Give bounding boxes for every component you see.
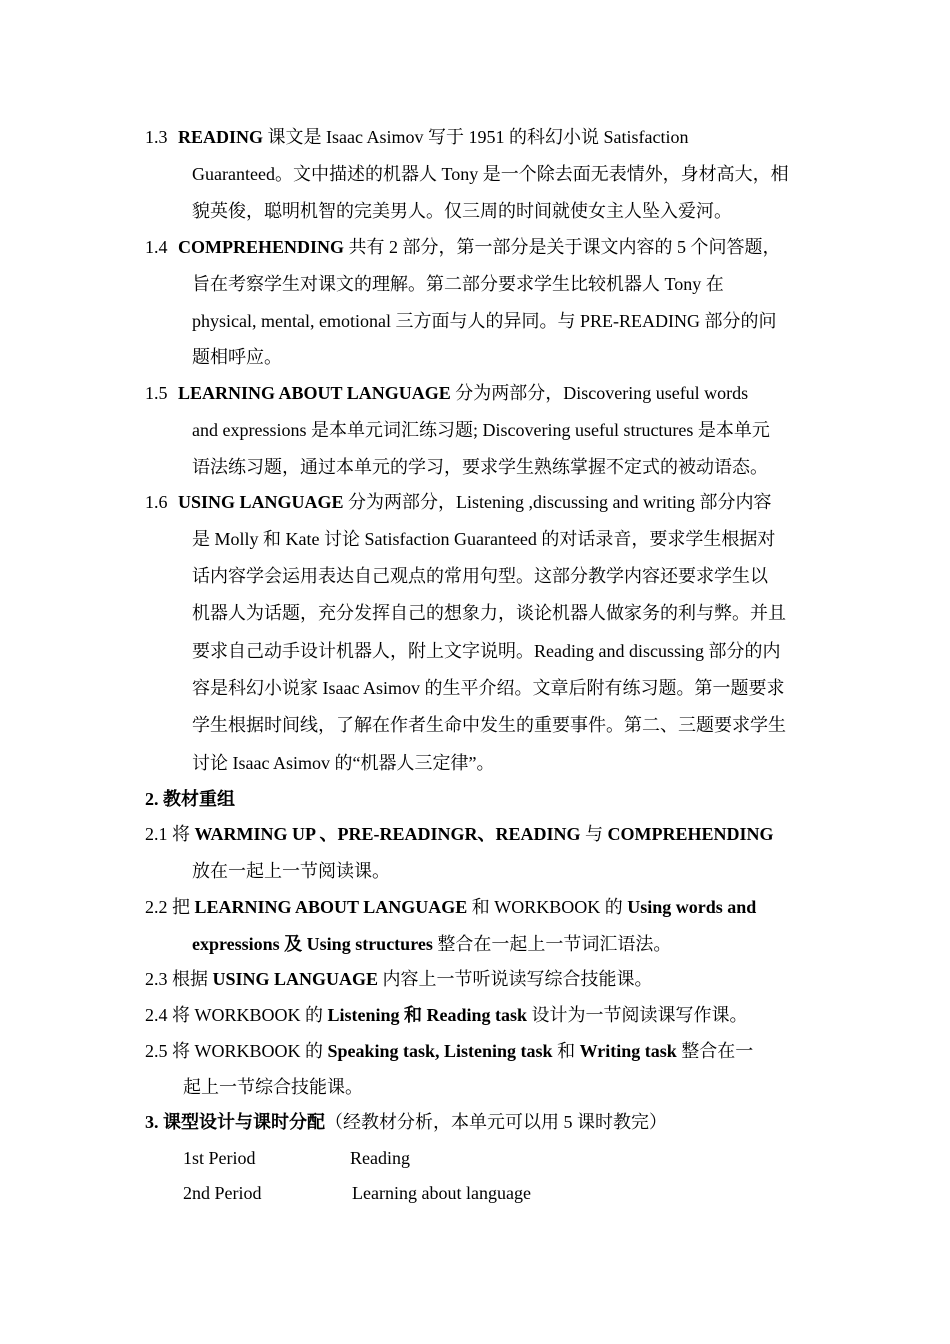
- section-1-6-line-8: 讨论 Isaac Asimov 的“机器人三定律”。: [192, 753, 495, 773]
- section-number: 1.3: [145, 127, 168, 147]
- section-1-5-line-1: [145, 381, 748, 405]
- section-text: 整合在一: [676, 1041, 754, 1061]
- section-bold: expressions 及 Using structures: [192, 934, 433, 954]
- section-1-4-line-2: 旨在考察学生对课文的理解。第二部分要求学生比较机器人 Tony 在: [192, 274, 724, 294]
- section-text: 将 WORKBOOK 的: [167, 1005, 328, 1025]
- heading-note: （经教材分析，本单元可以用 5 课时教完）: [325, 1112, 667, 1132]
- section-1-6-line-6: 容是科幻小说家 Isaac Asimov 的生平介绍。文章后附有练习题。第一题要求: [192, 678, 785, 698]
- section-1-6-line-5: 要求自己动手设计机器人，附上文字说明。Reading and discussing 部分的内: [192, 641, 781, 661]
- section-text: 根据: [167, 969, 213, 989]
- section-text: 分为两部分，Listening ,discussing and writing 部分内容: [343, 492, 772, 512]
- section-title: LEARNING ABOUT LANGUAGE: [178, 383, 451, 403]
- section-number: 2.5: [145, 1041, 168, 1061]
- section-1-6-line-1: [145, 490, 772, 514]
- period-content: Learning about language: [352, 1183, 531, 1203]
- section-text: 整合在一起上一节词汇语法。: [432, 934, 672, 954]
- section-2-1-line-2: 放在一起上一节阅读课。: [192, 861, 390, 881]
- section-1-5-line-3: 语法练习题，通过本单元的学习，要求学生熟练掌握不定式的被动语态。: [192, 457, 768, 477]
- section-2-2-line-1: [145, 895, 756, 919]
- period-label: 1st Period: [183, 1148, 256, 1168]
- section-2-4-line-1: [145, 1003, 748, 1027]
- section-text: 分为两部分，Discovering useful words: [450, 383, 749, 403]
- section-text: 和: [552, 1041, 580, 1061]
- section-text: 将: [167, 824, 195, 844]
- section-2-5-line-2: 起上一节综合技能课。: [183, 1077, 363, 1097]
- heading-2: 2. 教材重组: [145, 789, 235, 809]
- section-2-3-line-1: [145, 967, 653, 991]
- section-1-3-line-3: 貌英俊，聪明机智的完美男人。仅三周的时间就使女主人坠入爱河。: [192, 201, 732, 221]
- section-1-3-line-1: [145, 125, 688, 149]
- section-title: READING: [178, 127, 264, 147]
- section-2-1-line-1: [145, 822, 774, 846]
- section-bold: USING LANGUAGE: [212, 969, 379, 989]
- section-1-5-line-2: and expressions 是本单元词汇练习题; Discovering useful structures 是本单元: [192, 420, 770, 440]
- section-2-2-line-2: [192, 932, 671, 956]
- section-text: 共有 2 部分，第一部分是关于课文内容的 5 个问答题，: [344, 237, 781, 257]
- section-1-4-line-4: 题相呼应。: [192, 347, 282, 367]
- section-1-6-line-4: 机器人为话题，充分发挥自己的想象力，谈论机器人做家务的利与弊。并且: [192, 603, 786, 623]
- section-bold: COMPREHENDING: [607, 824, 774, 844]
- section-text: 设计为一节阅读课写作课。: [527, 1005, 748, 1025]
- section-1-6-line-7: 学生根据时间线，了解在作者生命中发生的重要事件。第二、三题要求学生: [192, 715, 786, 735]
- period-label: 2nd Period: [183, 1183, 262, 1203]
- section-text: 将 WORKBOOK 的: [167, 1041, 328, 1061]
- section-1-4-line-3: physical, mental, emotional 三方面与人的异同。与 PRE-READING 部分的问: [192, 311, 777, 331]
- section-bold: Listening 和 Reading task: [327, 1005, 528, 1025]
- section-1-3-line-2: Guaranteed。文中描述的机器人 Tony 是一个除去面无表情外，身材高大，相: [192, 164, 789, 184]
- section-number: 1.5: [145, 383, 168, 403]
- section-text: 和 WORKBOOK 的: [467, 897, 628, 917]
- period-content: Reading: [350, 1148, 410, 1168]
- section-title: COMPREHENDING: [178, 237, 344, 257]
- section-number: 2.3: [145, 969, 168, 989]
- section-1-6-line-2: 是 Molly 和 Kate 讨论 Satisfaction Guaranteed 的对话录音，要求学生根据对: [192, 529, 776, 549]
- section-text: 把: [167, 897, 195, 917]
- section-text: 内容上一节听说读写综合技能课。: [378, 969, 653, 989]
- section-number: 2.4: [145, 1005, 168, 1025]
- section-text: 课文是 Isaac Asimov 写于 1951 的科幻小说 Satisfaction: [263, 127, 689, 147]
- section-bold: WARMING UP 、PRE-READINGR、READING: [194, 824, 581, 844]
- section-2-5-line-1: [145, 1039, 753, 1063]
- section-bold: Using words and: [627, 897, 757, 917]
- section-1-4-line-1: [145, 235, 781, 259]
- section-number: 1.6: [145, 492, 168, 512]
- heading-3: [145, 1110, 667, 1134]
- section-text: 与: [580, 824, 608, 844]
- section-number: 2.1: [145, 824, 168, 844]
- section-bold: Writing task: [579, 1041, 677, 1061]
- section-1-6-line-3: 话内容学会运用表达自己观点的常用句型。这部分教学内容还要求学生以: [192, 566, 768, 586]
- section-number: 2.2: [145, 897, 168, 917]
- section-title: USING LANGUAGE: [178, 492, 344, 512]
- section-bold: Speaking task, Listening task: [327, 1041, 553, 1061]
- heading-title: 3. 课型设计与课时分配: [145, 1112, 325, 1132]
- section-bold: LEARNING ABOUT LANGUAGE: [194, 897, 468, 917]
- section-number: 1.4: [145, 237, 168, 257]
